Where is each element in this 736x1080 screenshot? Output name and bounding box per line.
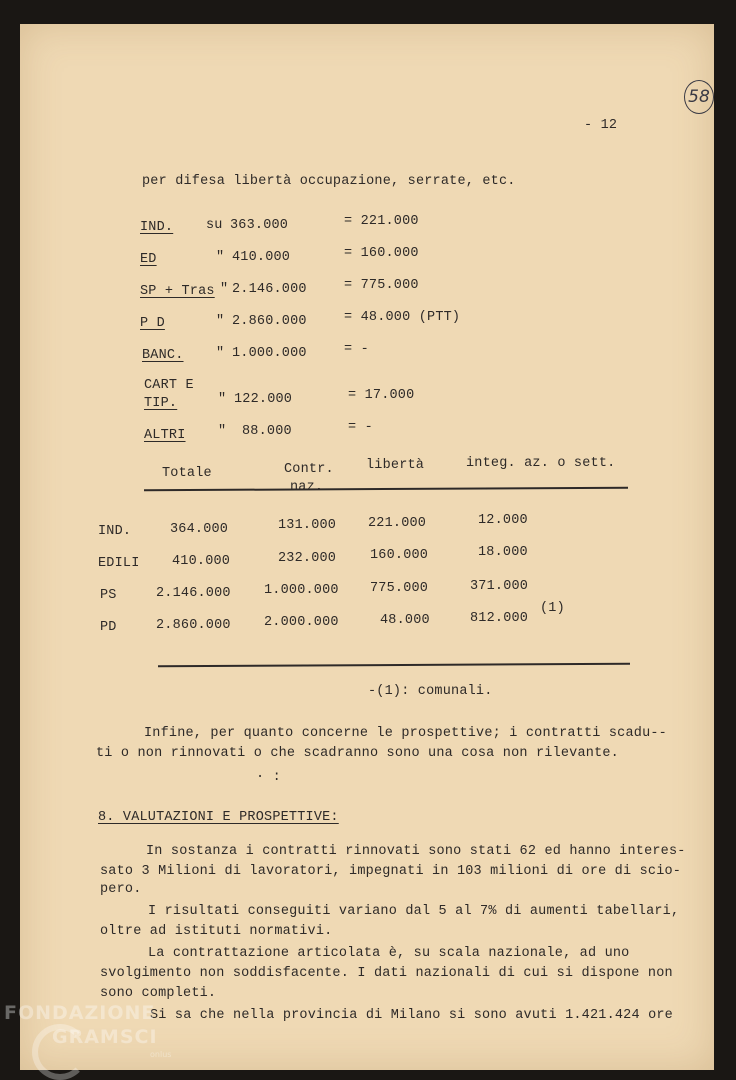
table-cell-liberta: 221.000: [368, 516, 427, 531]
paragraph-line: Infine, per quanto concerne le prospettive; i contratti scadu--: [144, 726, 667, 741]
watermark-line-3: onlus: [150, 1050, 172, 1059]
table-cell-contr: 1.000.000: [264, 583, 339, 598]
sector-total: 2.860.000: [232, 314, 307, 329]
table-cell-contr: 131.000: [278, 518, 337, 533]
table-header-integ: integ. az. o sett.: [466, 456, 616, 471]
table-cell-totale: 2.860.000: [156, 618, 231, 633]
archive-stamp: 58: [684, 80, 714, 114]
sector-total: 1.000.000: [232, 346, 307, 361]
sector-prefix: ": [216, 346, 225, 361]
sector-result: = -: [344, 342, 369, 357]
table-cell-liberta: 160.000: [370, 548, 429, 563]
sector-result: = 48.000 (PTT): [344, 310, 461, 325]
table-cell-totale: 410.000: [172, 554, 231, 569]
sector-prefix: ": [218, 424, 227, 439]
table-bottom-rule: [158, 663, 630, 667]
table-cell-integ: 12.000: [478, 513, 528, 528]
paragraph-line: I risultati conseguiti variano dal 5 al 7% di aumenti tabellari,: [148, 904, 680, 919]
table-footnote-marker: (1): [540, 601, 565, 616]
sector-label: IND.: [140, 220, 174, 235]
sector-result: = 221.000: [344, 214, 419, 229]
table-row-label: IND.: [98, 524, 132, 539]
fondazione-gramsci-watermark: [4, 998, 184, 1078]
sector-result: = 17.000: [348, 388, 415, 403]
sector-label: SP + Tras: [140, 284, 215, 299]
page-number: - 12: [584, 118, 618, 133]
sector-prefix: ": [220, 282, 229, 297]
paragraph-line: sato 3 Milioni di lavoratori, impegnati in 103 milioni di ore di scio-: [100, 864, 682, 879]
table-header-liberta: libertà: [366, 458, 425, 473]
sector-total: 363.000: [230, 218, 289, 233]
watermark-line-1: FONDAZIONE: [4, 1002, 156, 1024]
sector-total: 122.000: [234, 392, 293, 407]
paragraph-line: svolgimento non soddisfacente. I dati nazionali di cui si dispone non: [100, 966, 673, 981]
table-cell-totale: 2.146.000: [156, 586, 231, 601]
paragraph-line: In sostanza i contratti rinnovati sono stati 62 ed hanno interes-: [146, 844, 686, 859]
sector-prefix: ": [218, 392, 227, 407]
table-row-label: PS: [100, 588, 117, 603]
paragraph-line: pero.: [100, 882, 142, 897]
sector-label: BANC.: [142, 348, 184, 363]
sector-prefix: ": [216, 314, 225, 329]
table-cell-liberta: 775.000: [370, 581, 429, 596]
paragraph-line: ti o non rinnovati o che scadranno sono una cosa non rilevante.: [96, 746, 619, 761]
table-row-label: EDILI: [98, 556, 140, 571]
table-cell-integ: 812.000: [470, 611, 529, 626]
table-cell-liberta: 48.000: [380, 613, 430, 628]
sector-result: = 160.000: [344, 246, 419, 261]
sector-label: ED: [140, 252, 157, 267]
sector-label: TIP.: [144, 396, 178, 411]
sector-total: 2.146.000: [232, 282, 307, 297]
sector-total: 410.000: [232, 250, 291, 265]
sector-result: = -: [348, 420, 373, 435]
table-cell-totale: 364.000: [170, 522, 229, 537]
table-cell-contr: 232.000: [278, 551, 337, 566]
table-row-label: PD: [100, 620, 117, 635]
document-page: [20, 24, 714, 1070]
paragraph-line: sono completi.: [100, 986, 217, 1001]
table-cell-contr: 2.000.000: [264, 615, 339, 630]
table-header-totale: Totale: [162, 466, 212, 481]
section-heading: 8. VALUTAZIONI E PROSPETTIVE:: [98, 810, 339, 825]
paragraph-line: Si sa che nella provincia di Milano si sono avuti 1.421.424 ore: [150, 1008, 673, 1023]
sector-label-top: CART E: [144, 378, 194, 393]
sector-prefix: ": [216, 250, 225, 265]
stray-mark: · :: [256, 770, 281, 785]
table-top-rule: [144, 487, 628, 491]
table-footnote: -(1): comunali.: [368, 684, 493, 699]
table-cell-integ: 371.000: [470, 579, 529, 594]
intro-line: per difesa libertà occupazione, serrate, etc.: [142, 174, 516, 189]
paragraph-line: La contrattazione articolata è, su scala nazionale, ad uno: [148, 946, 630, 961]
sector-result: = 775.000: [344, 278, 419, 293]
paragraph-line: oltre ad istituti normativi.: [100, 924, 333, 939]
sector-label: P D: [140, 316, 165, 331]
sector-label: ALTRI: [144, 428, 186, 443]
table-cell-integ: 18.000: [478, 545, 528, 560]
watermark-line-2: GRAMSCI: [52, 1026, 158, 1048]
sector-total: 88.000: [242, 424, 292, 439]
table-header-contr: Contr.: [284, 462, 334, 477]
sector-prefix: su: [206, 218, 223, 233]
